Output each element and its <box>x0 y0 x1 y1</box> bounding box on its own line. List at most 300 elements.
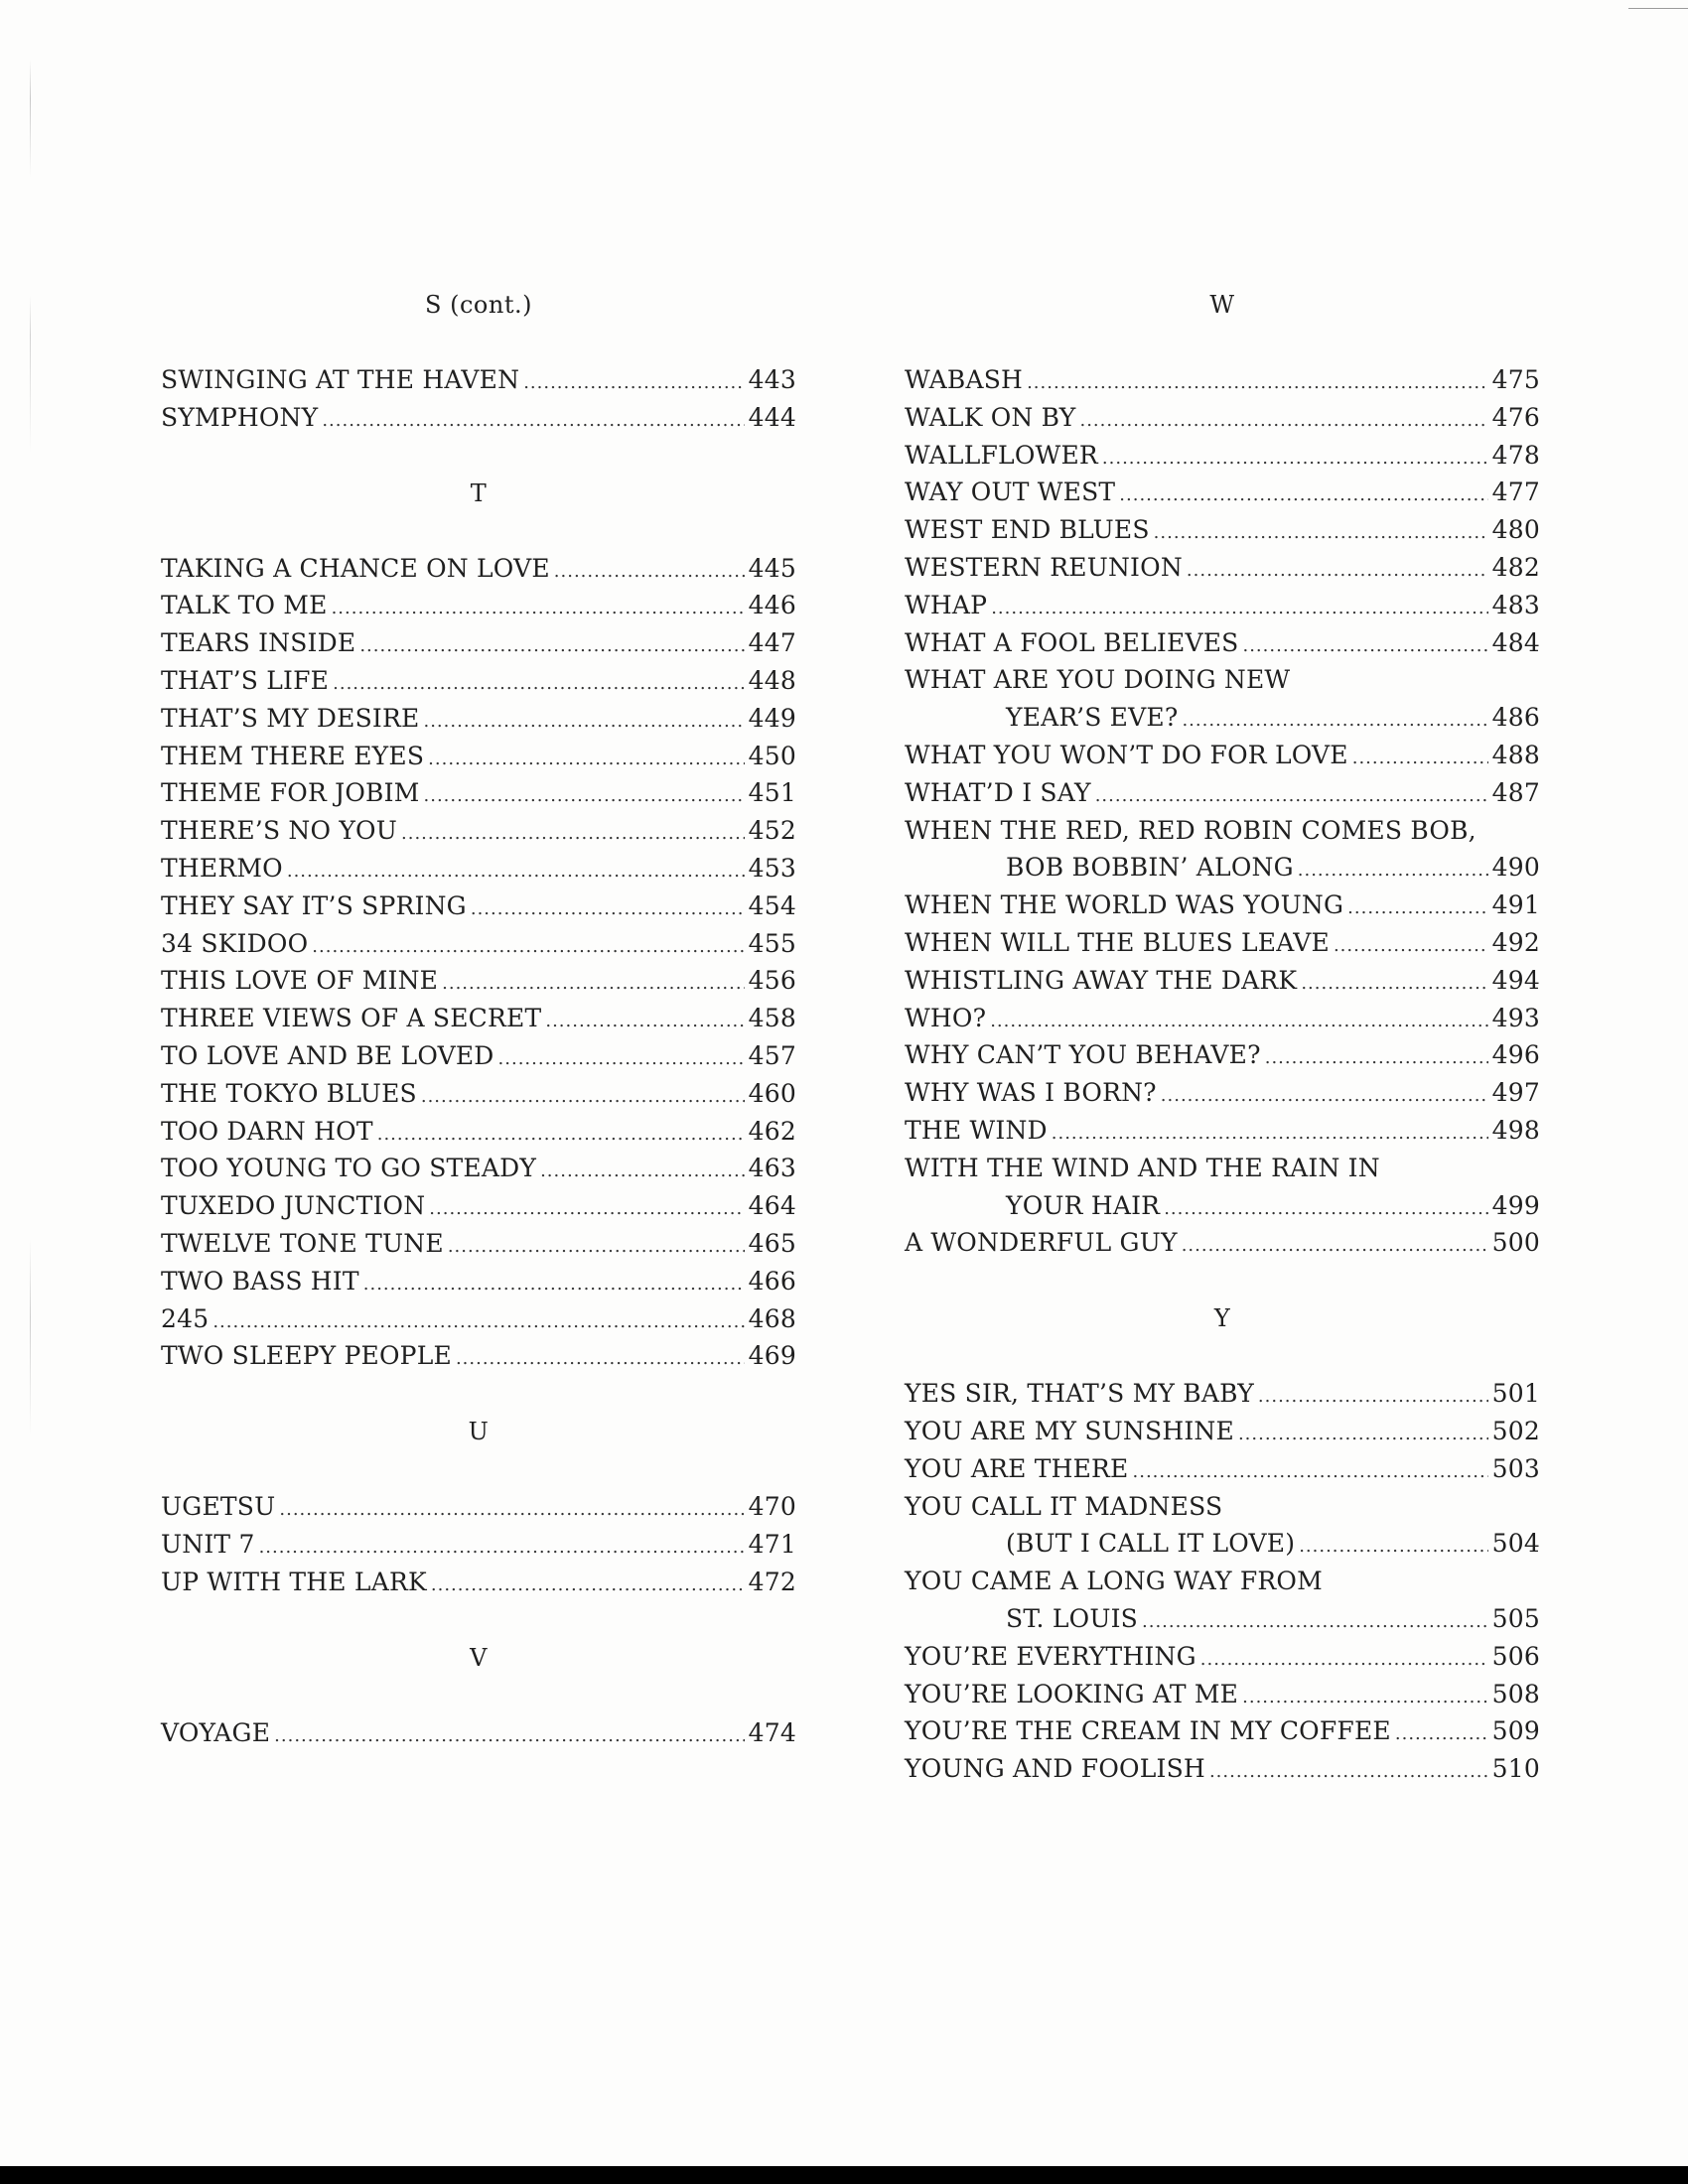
entry-page-number: 486 <box>1491 703 1540 733</box>
entry-title: WHISTLING AWAY THE DARK <box>905 965 1298 995</box>
dot-leader <box>1027 361 1488 402</box>
entry-title: THIS LOVE OF MINE <box>161 966 439 996</box>
entry-title: UP WITH THE LARK <box>161 1567 427 1596</box>
dot-leader <box>401 812 745 853</box>
dot-leader <box>259 1526 745 1567</box>
index-entry <box>905 1638 1540 1676</box>
entry-page-number: 509 <box>1491 1716 1540 1746</box>
entry-title: YOU ARE MY SUNSHINE <box>905 1416 1234 1445</box>
entry-page-number: 504 <box>1491 1529 1540 1559</box>
index-entry <box>161 850 796 887</box>
entry-page-number: 471 <box>748 1529 796 1559</box>
entry-page-number: 466 <box>748 1266 796 1296</box>
index-entry <box>161 812 796 850</box>
entry-title: WHAP <box>905 590 988 619</box>
index-entry <box>905 1563 1540 1638</box>
entry-page-number: 450 <box>748 741 796 770</box>
index-entry <box>161 1714 796 1752</box>
entry-row <box>161 962 796 1000</box>
entry-page-number: 487 <box>1491 777 1540 807</box>
entry-title: YOU’RE EVERYTHING <box>905 1641 1196 1671</box>
entry-title: YOU ARE THERE <box>905 1453 1129 1483</box>
index-entry <box>161 1564 796 1601</box>
entry-row <box>905 1525 1540 1563</box>
entry-row <box>905 774 1540 812</box>
section-heading-w: W <box>1209 291 1235 319</box>
entry-row <box>161 1037 796 1075</box>
entry-page-number: 452 <box>748 816 796 846</box>
dot-leader <box>1301 962 1487 1003</box>
dot-leader <box>471 887 745 928</box>
index-entry <box>161 399 796 437</box>
entry-page-number: 460 <box>748 1078 796 1108</box>
entry-title: YEAR’S EVE? <box>1006 703 1179 733</box>
entry-title-first-line: YOU CAME A LONG WAY FROM <box>905 1567 1323 1596</box>
entries-u <box>161 1488 796 1600</box>
entry-title: WESTERN REUNION <box>905 552 1183 582</box>
entry-title: TO LOVE AND BE LOVED <box>161 1040 494 1070</box>
entry-row <box>161 399 796 437</box>
entry-row <box>161 1300 796 1338</box>
dot-leader <box>363 1263 745 1303</box>
entry-page-number: 478 <box>1491 440 1540 470</box>
dot-leader <box>431 1564 745 1604</box>
scan-edge-bottom <box>0 2166 1688 2184</box>
dot-leader <box>312 925 744 966</box>
entry-page-number: 444 <box>748 402 796 432</box>
dot-leader <box>1095 774 1488 815</box>
dot-leader <box>1154 511 1488 552</box>
dot-leader <box>322 399 744 440</box>
scan-edge-top <box>1628 8 1688 9</box>
entry-row <box>161 700 796 738</box>
dot-leader <box>423 700 744 741</box>
entry-row <box>905 1000 1540 1037</box>
entry-title: SWINGING AT THE HAVEN <box>161 365 520 394</box>
entry-row <box>161 1337 796 1375</box>
dot-leader <box>990 1000 1487 1040</box>
entry-row <box>905 1036 1540 1074</box>
dot-leader <box>523 361 744 402</box>
entry-page-number: 477 <box>1491 478 1540 507</box>
entry-title: THE WIND <box>905 1115 1048 1145</box>
dot-leader <box>333 662 745 703</box>
entry-title: TAKING A CHANCE ON LOVE <box>161 553 550 583</box>
dot-leader <box>1299 1525 1487 1566</box>
index-entry <box>905 1375 1540 1413</box>
entry-title: SYMPHONY <box>161 402 319 432</box>
entry-row <box>161 361 796 399</box>
entry-page-number: 458 <box>748 1004 796 1033</box>
entry-row <box>161 1225 796 1263</box>
dot-leader <box>429 1187 744 1228</box>
entry-row <box>905 437 1540 475</box>
entry-title: TWELVE TONE TUNE <box>161 1228 444 1258</box>
entry-row <box>905 1638 1540 1676</box>
entry-title: TEARS INSIDE <box>161 628 356 658</box>
index-entry <box>161 1037 796 1075</box>
entry-row <box>905 624 1540 662</box>
index-entry <box>905 361 1540 399</box>
entry-page-number: 493 <box>1491 1003 1540 1032</box>
entry-title: THEME FOR JOBIM <box>161 778 420 808</box>
entry-title-first-line: WHEN THE RED, RED ROBIN COMES BOB, <box>905 815 1477 845</box>
entry-title: WAY OUT WEST <box>905 478 1116 507</box>
entry-title: A WONDERFUL GUY <box>905 1228 1178 1258</box>
dot-leader <box>1161 1074 1488 1115</box>
entry-title: THERMO <box>161 853 283 883</box>
entry-page-number: 475 <box>1491 365 1540 394</box>
entry-title: WALLFLOWER <box>905 440 1098 470</box>
entry-row <box>905 1187 1540 1225</box>
index-entry <box>161 550 796 588</box>
entry-title: YOU’RE LOOKING AT ME <box>905 1679 1239 1708</box>
entry-title: THEY SAY IT’S SPRING <box>161 890 467 920</box>
dot-leader <box>1052 1112 1488 1153</box>
dot-leader <box>428 738 745 778</box>
dot-leader <box>421 1075 745 1116</box>
dot-leader <box>1102 437 1488 478</box>
index-entry <box>905 1676 1540 1713</box>
entry-row <box>161 887 796 925</box>
entry-page-number: 501 <box>1491 1379 1540 1409</box>
entry-page-number: 448 <box>748 665 796 695</box>
entry-title: THEM THERE EYES <box>161 741 425 770</box>
entry-row <box>905 887 1540 924</box>
entry-row <box>161 925 796 963</box>
index-entry <box>905 774 1540 812</box>
dot-leader <box>498 1037 745 1078</box>
section-heading-u: U <box>468 1418 490 1446</box>
entry-title: BOB BOBBIN’ ALONG <box>1006 853 1294 883</box>
entry-row <box>161 662 796 700</box>
entry-title: 34 SKIDOO <box>161 928 309 958</box>
entry-page-number: 498 <box>1491 1115 1540 1145</box>
entry-row <box>905 549 1540 587</box>
entry-title: ST. LOUIS <box>1006 1603 1138 1633</box>
entry-row <box>161 1075 796 1113</box>
index-entry <box>161 1488 796 1526</box>
entry-page-number: 445 <box>748 553 796 583</box>
entry-row <box>905 1074 1540 1112</box>
entry-row <box>905 1600 1540 1638</box>
dot-leader <box>377 1113 745 1154</box>
section-heading-t: T <box>470 478 488 507</box>
index-entry <box>905 1074 1540 1112</box>
entry-page-number: 482 <box>1491 552 1540 582</box>
entry-row <box>161 812 796 850</box>
entry-row <box>161 1488 796 1526</box>
entry-row <box>161 738 796 775</box>
dot-leader <box>540 1150 745 1190</box>
entry-row <box>905 474 1540 511</box>
entry-title: TWO SLEEPY PEOPLE <box>161 1341 452 1371</box>
entry-row <box>905 1224 1540 1262</box>
entry-title: YOU’RE THE CREAM IN MY COFFEE <box>905 1716 1391 1746</box>
entry-page-number: 447 <box>748 628 796 658</box>
entries-t <box>161 550 796 1376</box>
index-entry <box>905 887 1540 924</box>
entry-page-number: 497 <box>1491 1078 1540 1108</box>
right-column <box>905 286 1540 1788</box>
entry-page-number: 480 <box>1491 515 1540 545</box>
entry-page-number: 494 <box>1491 965 1540 995</box>
index-entry <box>161 361 796 399</box>
dot-leader <box>1209 1750 1488 1791</box>
entry-row <box>161 1000 796 1037</box>
entry-title: TOO DARN HOT <box>161 1116 373 1146</box>
index-entry <box>161 587 796 624</box>
dot-leader <box>1352 737 1488 777</box>
entry-page-number: 492 <box>1491 927 1540 957</box>
dot-leader <box>1119 474 1487 514</box>
entry-page-number: 508 <box>1491 1679 1540 1708</box>
entry-row <box>905 399 1540 437</box>
dot-leader <box>456 1337 745 1378</box>
dot-leader <box>287 850 745 890</box>
entry-title: THAT’S MY DESIRE <box>161 703 420 733</box>
entry-page-number: 503 <box>1491 1453 1540 1483</box>
dot-leader <box>274 1714 745 1755</box>
entry-title: WEST END BLUES <box>905 515 1150 545</box>
entry-page-number: 469 <box>748 1341 796 1371</box>
entry-page-number: 472 <box>748 1567 796 1596</box>
entry-title: THAT’S LIFE <box>161 665 330 695</box>
index-entry <box>905 1112 1540 1150</box>
entry-row <box>161 1526 796 1564</box>
index-entry <box>161 1337 796 1375</box>
entry-title: YOUNG AND FOOLISH <box>905 1754 1205 1784</box>
index-entry <box>161 1000 796 1037</box>
entry-page-number: 463 <box>748 1154 796 1183</box>
entry-row <box>161 1564 796 1601</box>
entry-row <box>905 587 1540 624</box>
entry-page-number: 457 <box>748 1040 796 1070</box>
entry-row <box>905 361 1540 399</box>
entry-row <box>905 1712 1540 1750</box>
entry-title: WHO? <box>905 1003 987 1032</box>
entry-page-number: 455 <box>748 928 796 958</box>
entry-title: WHY CAN’T YOU BEHAVE? <box>905 1040 1261 1070</box>
entry-row <box>905 1112 1540 1150</box>
dot-leader <box>1242 1676 1488 1716</box>
scan-edge-left <box>30 60 31 2025</box>
entry-title: TWO BASS HIT <box>161 1266 359 1296</box>
entry-page-number: 454 <box>748 890 796 920</box>
index-entry <box>161 1225 796 1263</box>
entry-title: TALK TO ME <box>161 591 328 620</box>
entry-row <box>905 1750 1540 1788</box>
index-entry <box>161 1075 796 1113</box>
entry-page-number: 488 <box>1491 740 1540 769</box>
entry-page-number: 483 <box>1491 590 1540 619</box>
index-entry <box>161 1187 796 1225</box>
index-entry <box>905 549 1540 587</box>
entry-row <box>905 849 1540 887</box>
entry-page-number: 505 <box>1491 1603 1540 1633</box>
entry-title: THE TOKYO BLUES <box>161 1078 417 1108</box>
dot-leader <box>1182 1224 1488 1265</box>
dot-leader <box>1200 1638 1488 1679</box>
entries-y <box>905 1375 1540 1788</box>
entry-page-number: 443 <box>748 365 796 394</box>
entry-page-number: 502 <box>1491 1416 1540 1445</box>
index-entry <box>905 587 1540 624</box>
index-entry <box>905 1224 1540 1262</box>
index-entry <box>905 1000 1540 1037</box>
entry-title: UGETSU <box>161 1492 276 1522</box>
entries-s-cont <box>161 361 796 437</box>
entry-title: WHEN WILL THE BLUES LEAVE <box>905 927 1330 957</box>
entries-v <box>161 1714 796 1752</box>
dot-leader <box>554 550 745 591</box>
dot-leader <box>545 1000 744 1040</box>
entry-page-number: 490 <box>1491 853 1540 883</box>
entry-row <box>161 1113 796 1151</box>
entry-row <box>161 774 796 812</box>
entry-row <box>161 1263 796 1300</box>
dot-leader <box>442 962 745 1003</box>
entry-title: WALK ON BY <box>905 402 1076 432</box>
dot-leader <box>1187 549 1488 590</box>
index-entry <box>161 925 796 963</box>
dot-leader <box>1395 1712 1488 1753</box>
dot-leader <box>1142 1600 1488 1641</box>
entry-row <box>161 850 796 887</box>
dot-leader <box>1164 1187 1487 1228</box>
entry-page-number: 474 <box>748 1717 796 1747</box>
index-entry <box>161 1150 796 1187</box>
index-entry <box>161 887 796 925</box>
section-heading-s-cont: S (cont.) <box>425 291 532 319</box>
entry-title-first-line: YOU CALL IT MADNESS <box>905 1491 1223 1521</box>
entry-title: THREE VIEWS OF A SECRET <box>161 1004 542 1033</box>
dot-leader <box>359 624 744 665</box>
entry-row <box>161 1187 796 1225</box>
entry-page-number: 470 <box>748 1492 796 1522</box>
left-column <box>161 286 796 1751</box>
dot-leader <box>212 1300 744 1341</box>
entry-page-number: 465 <box>748 1228 796 1258</box>
entry-page-number: 453 <box>748 853 796 883</box>
entry-page-number: 449 <box>748 703 796 733</box>
index-entry <box>905 1488 1540 1564</box>
entry-row <box>905 737 1540 774</box>
entry-title: TOO YOUNG TO GO STEADY <box>161 1154 537 1183</box>
entry-row <box>905 511 1540 549</box>
dot-leader <box>424 774 745 815</box>
index-entry <box>905 1413 1540 1450</box>
section-heading-v: V <box>470 1643 488 1672</box>
index-entry <box>905 624 1540 662</box>
entry-row <box>161 1150 796 1187</box>
entry-title: YOUR HAIR <box>1006 1190 1161 1220</box>
entry-title: WABASH <box>905 365 1024 394</box>
entry-row <box>161 624 796 662</box>
dot-leader <box>448 1225 745 1266</box>
dot-leader <box>1242 624 1487 665</box>
entry-title-first-line: WHAT ARE YOU DOING NEW <box>905 665 1291 695</box>
dot-leader <box>1265 1036 1488 1077</box>
entry-title: 245 <box>161 1303 210 1333</box>
entry-row <box>161 550 796 588</box>
index-entry <box>161 774 796 812</box>
index-entry <box>905 474 1540 511</box>
entry-row <box>905 699 1540 737</box>
entry-title: TUXEDO JUNCTION <box>161 1191 426 1221</box>
entry-page-number: 484 <box>1491 627 1540 657</box>
entry-title-first-line: WITH THE WIND AND THE RAIN IN <box>905 1153 1380 1182</box>
dot-leader <box>991 587 1487 627</box>
index-entry <box>161 1263 796 1300</box>
entry-row <box>161 587 796 624</box>
entry-page-number: 456 <box>748 966 796 996</box>
entry-page-number: 446 <box>748 591 796 620</box>
entry-page-number: 506 <box>1491 1641 1540 1671</box>
dot-leader <box>1238 1413 1488 1453</box>
entry-title: WHAT’D I SAY <box>905 777 1091 807</box>
index-entry <box>161 662 796 700</box>
entry-title: WHAT A FOOL BELIEVES <box>905 627 1239 657</box>
entry-page-number: 499 <box>1491 1190 1540 1220</box>
entry-title: UNIT 7 <box>161 1529 255 1559</box>
entry-page-number: 462 <box>748 1116 796 1146</box>
entry-title: WHAT YOU WON’T DO FOR LOVE <box>905 740 1348 769</box>
entry-row <box>905 1450 1540 1488</box>
entry-title: WHEN THE WORLD WAS YOUNG <box>905 890 1344 920</box>
dot-leader <box>1334 924 1488 965</box>
dot-leader <box>279 1488 744 1529</box>
index-entry <box>905 1712 1540 1750</box>
dot-leader <box>1347 887 1488 927</box>
dot-leader <box>1133 1450 1488 1491</box>
index-entry <box>161 738 796 775</box>
entry-title: (BUT I CALL IT LOVE) <box>1006 1529 1296 1559</box>
index-entry <box>905 924 1540 962</box>
entry-page-number: 491 <box>1491 890 1540 920</box>
index-entry <box>905 661 1540 737</box>
entry-title: VOYAGE <box>161 1717 271 1747</box>
entry-title: YES SIR, THAT’S MY BABY <box>905 1379 1254 1409</box>
entry-row <box>905 1676 1540 1713</box>
index-entry <box>905 437 1540 475</box>
index-entry <box>905 962 1540 1000</box>
index-entry <box>905 1750 1540 1788</box>
index-entry <box>905 399 1540 437</box>
dot-leader <box>1182 699 1487 740</box>
entry-page-number: 496 <box>1491 1040 1540 1070</box>
index-entry <box>905 1450 1540 1488</box>
entry-page-number: 464 <box>748 1191 796 1221</box>
index-entry <box>905 1150 1540 1225</box>
entry-row <box>905 1375 1540 1413</box>
index-entry <box>161 1526 796 1564</box>
entry-page-number: 510 <box>1491 1754 1540 1784</box>
entry-page-number: 500 <box>1491 1228 1540 1258</box>
entry-title: THERE’S NO YOU <box>161 816 398 846</box>
index-entry <box>161 624 796 662</box>
entry-row <box>905 924 1540 962</box>
entry-page-number: 476 <box>1491 402 1540 432</box>
section-heading-y: Y <box>1213 1304 1231 1333</box>
entry-row <box>905 962 1540 1000</box>
index-entry <box>905 511 1540 549</box>
index-entry <box>161 700 796 738</box>
entry-row <box>161 1714 796 1752</box>
dot-leader <box>1079 399 1487 440</box>
index-entry <box>905 737 1540 774</box>
index-entry <box>161 962 796 1000</box>
